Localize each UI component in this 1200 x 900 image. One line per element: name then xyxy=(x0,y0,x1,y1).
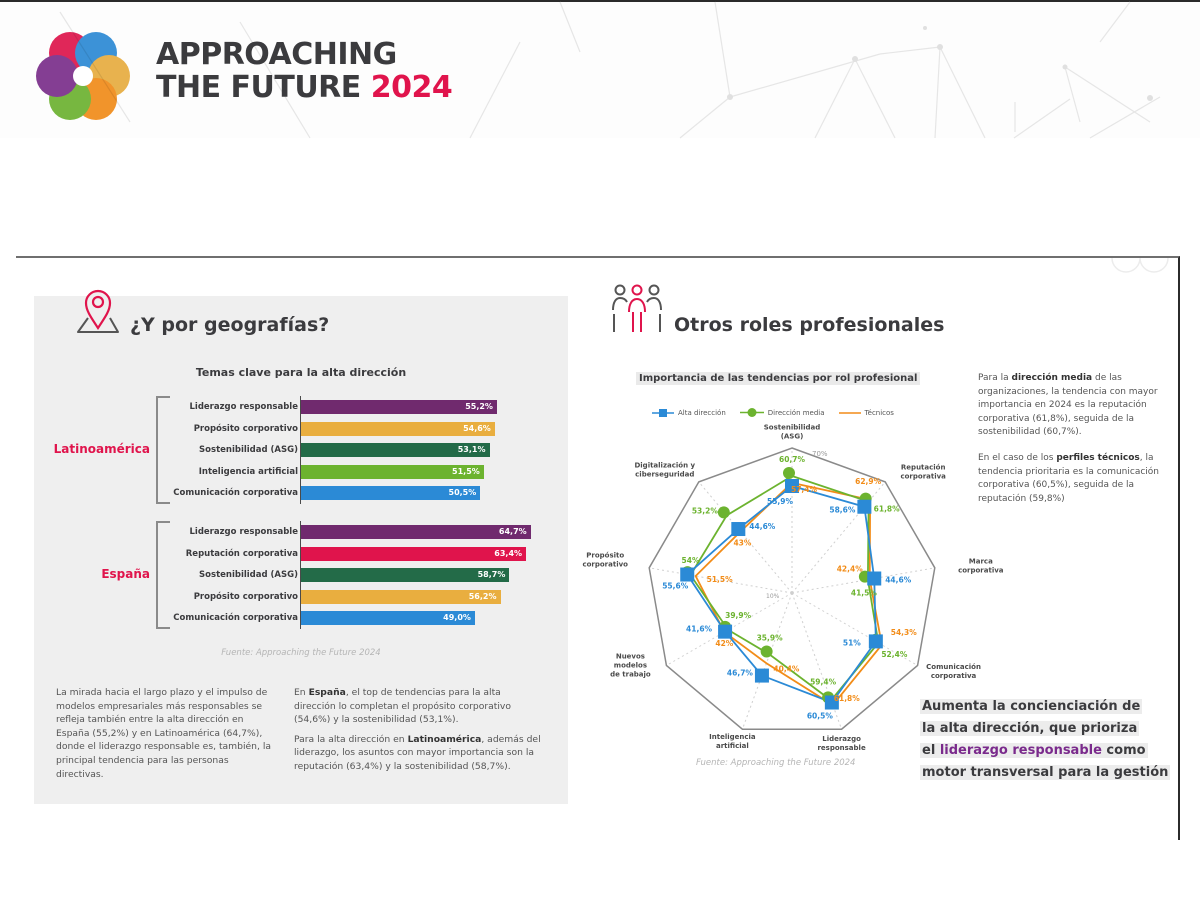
radar-axis-label-line: corporativa xyxy=(958,566,1004,575)
radar-axis-label-line: Reputación xyxy=(900,463,946,472)
radar-axis-label-line: modelos xyxy=(613,661,648,670)
spain-prefix: En xyxy=(294,687,309,698)
bar-value-label: 53,1% xyxy=(457,445,486,454)
latam-paragraph xyxy=(294,733,544,774)
radar-value-label: 41,6% xyxy=(686,624,713,634)
radar-axis-label-line: Liderazgo xyxy=(822,734,861,743)
radar-value-label: 60,5% xyxy=(806,711,833,721)
bar-chart-source: Fuente: Approaching the Future 2024 xyxy=(221,648,381,658)
legend-square-marker-icon xyxy=(652,409,674,417)
radar-value-label: 43% xyxy=(733,538,752,548)
group-label: Latinoamérica xyxy=(53,442,150,456)
radar-value-label: 57,4% xyxy=(790,484,818,494)
radar-axis-label-line: Inteligencia xyxy=(709,732,756,741)
bar-category-label: Propósito corporativo xyxy=(193,591,298,602)
legend-item-direccion-media xyxy=(740,408,825,417)
radar-axis-label xyxy=(958,557,1004,574)
radar-axis-label xyxy=(610,653,651,679)
section-title-roles: Otros roles profesionales xyxy=(674,314,945,336)
logo-circle-purple xyxy=(36,55,78,97)
legend-label: Dirección media xyxy=(767,408,825,417)
radar-axis-label-line: Marca xyxy=(968,557,993,566)
radar-axis-label xyxy=(764,424,820,441)
roles-commentary xyxy=(978,372,1168,506)
latam-prefix: Para la alta dirección en xyxy=(294,733,408,745)
radar-axis-label-line: Propósito xyxy=(586,551,625,560)
bar-chart-title: Temas clave para la alta dirección xyxy=(195,366,407,379)
radar-point-circle xyxy=(718,506,730,518)
intro-paragraph xyxy=(56,686,278,781)
radar-point-square xyxy=(869,634,883,648)
technical-profiles-paragraph xyxy=(978,452,1168,506)
bar-row xyxy=(34,465,568,479)
slide-frame xyxy=(16,256,1180,840)
callout-line-1: Aumenta la concienciación de xyxy=(922,699,1141,714)
bar-value-label: 56,2% xyxy=(468,591,497,601)
bar-row xyxy=(34,525,568,539)
radar-value-label: 42,4% xyxy=(836,564,863,574)
bar-category-label: Comunicación corporativa xyxy=(173,488,298,498)
mm-suffix: de las organizaciones, la tendencia con mayor importancia en 2024 es la reputación corporativa (61,8%), seguida de la sostenibilidad (60,7%). xyxy=(978,373,1158,438)
radar-value-label: 60,7% xyxy=(778,455,806,465)
legend-circle-marker-icon xyxy=(740,408,764,417)
callout-line-3-prefix: el xyxy=(922,743,940,758)
radar-axis-label-line: artificial xyxy=(716,741,749,750)
bar xyxy=(301,568,509,582)
bar xyxy=(301,525,531,539)
decorative-arcs xyxy=(1110,258,1170,288)
radar-axis-label-line: (ASG) xyxy=(780,432,804,441)
radar-value-label: 62,9% xyxy=(855,476,882,486)
radar-value-label: 54% xyxy=(681,556,700,566)
radar-point-square xyxy=(857,500,871,514)
callout-highlight xyxy=(920,696,1170,784)
radar-value-label: 58,6% xyxy=(829,505,856,515)
radar-value-label: 61,8% xyxy=(833,694,860,704)
radar-value-label: 51% xyxy=(842,638,861,648)
brand-line-2-text: THE FUTURE xyxy=(156,70,361,105)
group-label: España xyxy=(101,567,150,581)
radar-point-square xyxy=(718,625,732,639)
bar-category-label: Inteligencia artificial xyxy=(198,466,298,477)
header-banner xyxy=(0,2,1200,138)
bar-category-label: Liderazgo responsable xyxy=(189,527,298,537)
brand-year: 2024 xyxy=(370,70,453,105)
radar-axis-label xyxy=(900,463,946,480)
radar-axis-label xyxy=(926,663,981,680)
geography-panel xyxy=(34,296,568,804)
bar xyxy=(301,443,490,457)
radar-axis-label xyxy=(709,733,756,750)
bar xyxy=(301,422,495,436)
bar-category-label: Reputación corporativa xyxy=(185,548,298,559)
intro-text: La mirada hacia el largo plazo y el impulso de modelos empresariales más responsables se refleja también entre la alta dirección en España (55,2%) y en Latinoamérica (64,7%), donde el liderazgo responsable es, también, la principal tendencia para las personas directivas. xyxy=(56,687,272,780)
bar-value-label: 64,7% xyxy=(498,527,527,536)
bar-value-label: 54,6% xyxy=(463,423,491,433)
radar-chart-source: Fuente: Approaching the Future 2024 xyxy=(696,758,856,768)
radar-axis-label-line: corporativa xyxy=(930,672,977,680)
bar-category-label: Sostenibilidad (ASG) xyxy=(199,445,298,455)
radar-axis-label-line: de trabajo xyxy=(610,670,651,679)
spain-bold: España xyxy=(308,687,346,698)
radar-value-label: 52,4% xyxy=(881,649,908,659)
legend-item-tecnicos xyxy=(839,409,894,417)
tp-suffix: , la tendencia prioritaria es la comunicación corporativa (60,5%), seguida de la reputación (59,8%) xyxy=(978,452,1160,504)
bar-row xyxy=(34,443,568,457)
bar-value-label: 49,0% xyxy=(443,613,471,622)
bar-value-label: 58,7% xyxy=(477,570,506,579)
mm-prefix: Para la xyxy=(978,373,1012,383)
callout-line-3-suffix: como xyxy=(1101,743,1146,758)
people-group-icon xyxy=(610,282,664,336)
radar-axis-label-line: corporativo xyxy=(582,560,628,569)
radar-value-label: 55,9% xyxy=(766,497,794,507)
bar xyxy=(301,486,480,500)
legend-item-alta-direccion xyxy=(652,409,726,417)
radar-point-square xyxy=(731,522,745,536)
section-title-geographies: ¿Y por geografías? xyxy=(130,314,330,336)
middle-management-paragraph xyxy=(978,372,1168,440)
legend-label: Técnicos xyxy=(864,408,894,417)
bar-row xyxy=(34,611,568,625)
radar-value-label: 46,7% xyxy=(726,668,753,678)
radar-axis-label xyxy=(582,551,628,568)
radar-legend xyxy=(652,408,894,417)
radar-value-label: 41,5% xyxy=(850,588,877,598)
radar-value-label: 59,4% xyxy=(810,677,837,687)
radar-point-square xyxy=(680,568,694,582)
callout-line-2: la alta dirección, que prioriza xyxy=(922,721,1138,736)
radar-point-square xyxy=(867,571,881,585)
bar-row xyxy=(34,422,568,436)
bar-category-label: Comunicación corporativa xyxy=(173,613,298,623)
detail-paragraphs xyxy=(294,686,544,774)
radar-value-label: 44,6% xyxy=(885,575,912,585)
brand-line-1: APPROACHING xyxy=(156,37,397,72)
radar-value-label: 55,6% xyxy=(662,581,689,591)
radar-value-label: 39,9% xyxy=(725,610,752,620)
radar-point-square xyxy=(755,669,769,683)
bar-value-label: 50,5% xyxy=(448,488,477,497)
latam-suffix: , además del liderazgo, los asuntos con mayor importancia son la reputación (63,4%) y la sostenibilidad (58,7%). xyxy=(294,733,541,772)
radar-axis-label-line: Nuevos xyxy=(615,652,645,661)
legend-line-marker-icon xyxy=(839,409,861,417)
bar xyxy=(301,611,475,625)
radar-axis-label-line: corporativa xyxy=(900,472,946,481)
bar-row xyxy=(34,547,568,561)
radar-value-label: 42% xyxy=(715,639,734,649)
callout-line-4: motor transversal para la gestión xyxy=(922,765,1169,780)
radar-ring-label: 70% xyxy=(812,450,828,458)
brand-logo xyxy=(28,26,138,126)
bar-row xyxy=(34,400,568,414)
bar-value-label: 51,5% xyxy=(452,466,480,476)
radar-value-label: 53,2% xyxy=(691,506,718,516)
bar-row xyxy=(34,486,568,500)
radar-ring-label: 10% xyxy=(766,593,780,600)
radar-value-label: 54,3% xyxy=(890,627,917,637)
radar-value-label: 35,9% xyxy=(756,633,783,643)
spain-suffix: , el top de tendencias para la alta dirección lo completan el propósito corporativo (54,6%) y la sostenibilidad (53,1%). xyxy=(294,687,511,726)
callout-line-3 xyxy=(920,743,1148,758)
radar-chart-title: Importancia de las tendencias por rol profesional xyxy=(636,372,920,385)
bar xyxy=(301,547,526,561)
radar-value-label: 40,4% xyxy=(773,664,800,674)
mm-bold: dirección media xyxy=(1011,373,1093,383)
bar-category-label: Liderazgo responsable xyxy=(189,402,298,412)
spain-paragraph xyxy=(294,686,544,727)
radar-value-label: 44,6% xyxy=(749,522,776,532)
radar-value-label: 61,8% xyxy=(873,504,900,514)
radar-axis-label-line: Digitalización y xyxy=(634,461,696,470)
radar-point-circle xyxy=(761,645,773,657)
latam-bold: Latinoamérica xyxy=(407,733,482,745)
tp-prefix: En el caso de los xyxy=(978,452,1057,463)
bar xyxy=(301,400,497,414)
legend-label: Alta dirección xyxy=(678,408,726,417)
radar-axis-label-line: responsable xyxy=(817,743,866,752)
brand-line-2 xyxy=(156,71,452,104)
bar-chart xyxy=(34,296,568,676)
callout-highlight-term: liderazgo responsable xyxy=(939,743,1102,758)
bar-value-label: 55,2% xyxy=(465,402,493,411)
bar-value-label: 63,4% xyxy=(494,548,523,558)
radar-axis-label-line: ciberseguridad xyxy=(635,470,695,479)
brand-title xyxy=(156,38,452,104)
radar-point-circle xyxy=(783,467,795,479)
bar-category-label: Propósito corporativo xyxy=(193,423,298,434)
radar-axis-label-line: Comunicación xyxy=(926,663,981,671)
radar-value-label: 51,5% xyxy=(706,575,733,585)
bar-row xyxy=(34,568,568,582)
bar xyxy=(301,590,501,604)
bar-category-label: Sostenibilidad (ASG) xyxy=(199,570,298,580)
radar-axis-label-line: Sostenibilidad xyxy=(763,423,821,432)
tp-bold: perfiles técnicos xyxy=(1056,452,1140,463)
bar xyxy=(301,465,484,479)
radar-axis-label xyxy=(634,461,695,478)
bar-row xyxy=(34,590,568,604)
radar-axis-label xyxy=(817,735,865,752)
